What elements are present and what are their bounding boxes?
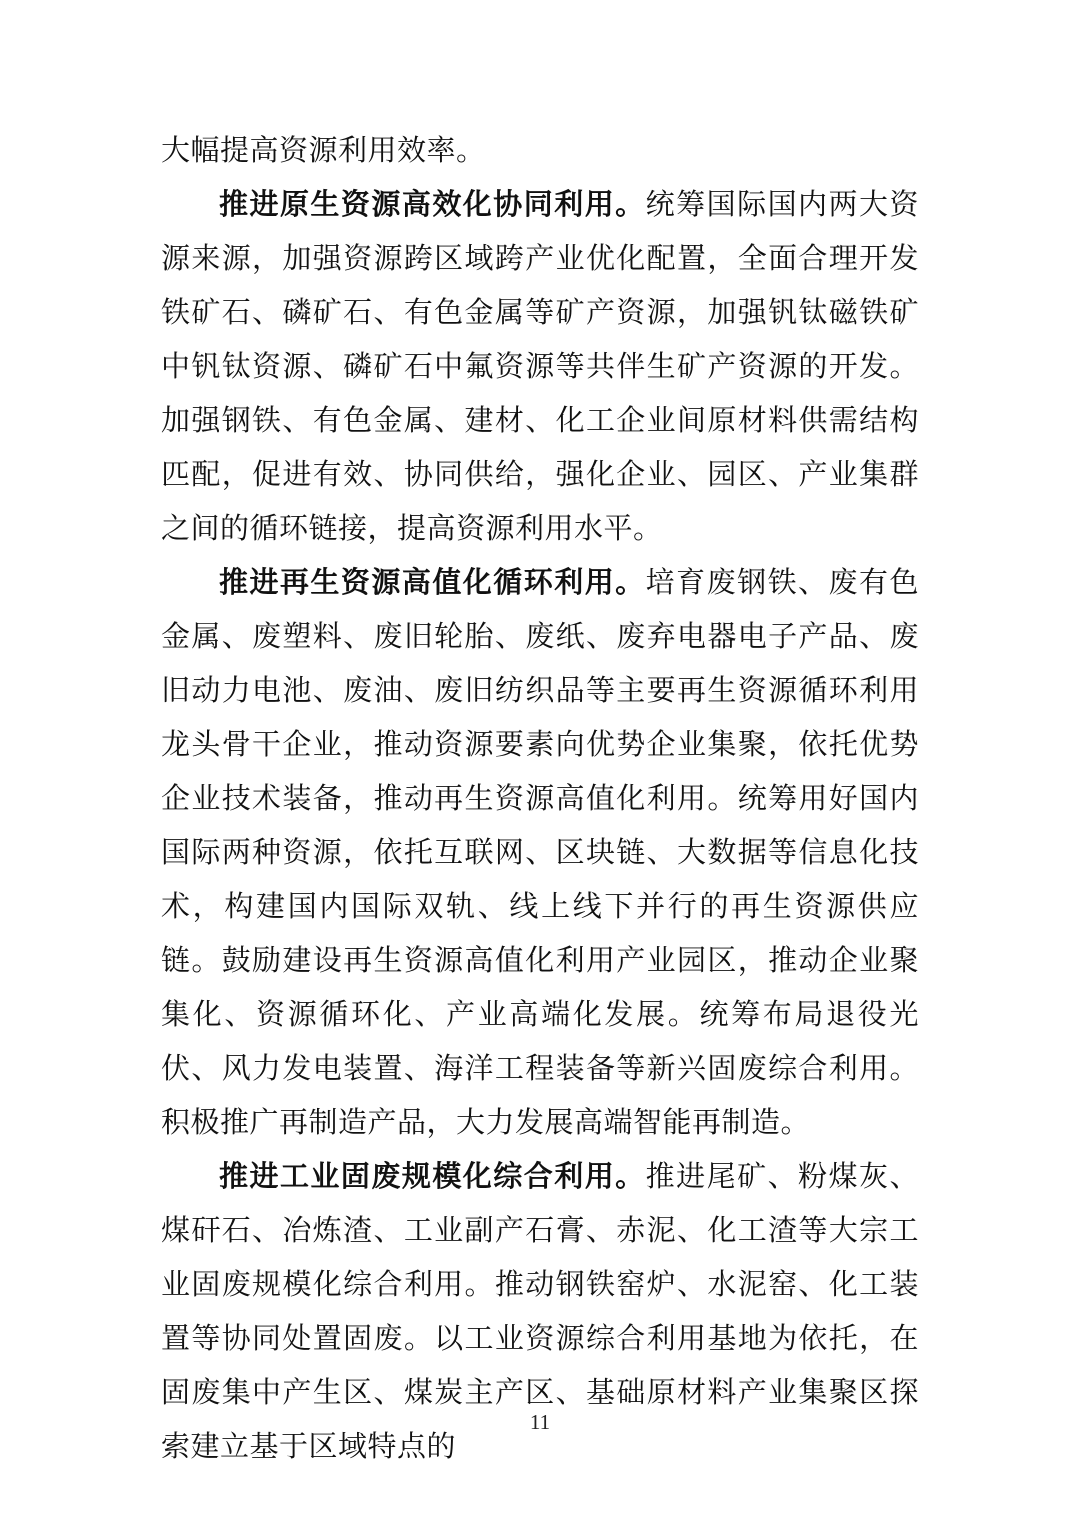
paragraph-lead-bold: 推进工业固废规模化综合利用。 xyxy=(219,1161,646,1193)
paragraph-lead-bold: 推进原生资源高效化协同利用。 xyxy=(219,189,646,221)
paragraph-text: 大幅提高资源利用效率。 xyxy=(161,135,486,167)
page-number: 11 xyxy=(529,1410,551,1434)
paragraph-text: 推进尾矿、粉煤灰、煤矸石、冶炼渣、工业副产石膏、赤泥、化工渣等大宗工业固废规模化综合利用。推动钢铁窑炉、水泥窑、化工装置等协同处置固废。以工业资源综合利用基地为依托，在固废集中产生区、煤炭主产区、基础原材料产业集聚区探索建立基于区域特点的 xyxy=(161,1161,919,1463)
paragraph-continuation xyxy=(161,124,919,178)
paragraph-lead-bold: 推进再生资源高值化循环利用。 xyxy=(219,567,646,599)
paragraph-text: 统筹国际国内两大资源来源，加强资源跨区域跨产业优化配置，全面合理开发铁矿石、磷矿石、有色金属等矿产资源，加强钒钛磁铁矿中钒钛资源、磷矿石中氟资源等共伴生矿产资源的开发。加强钢铁、有色金属、建材、化工企业间原材料供需结构匹配，促进有效、协同供给，强化企业、园区、产业集群之间的循环链接，提高资源利用水平。 xyxy=(161,189,919,545)
paragraph-primary-resources xyxy=(161,178,919,556)
document-body xyxy=(161,124,919,1474)
paragraph-recycled-resources xyxy=(161,556,919,1150)
paragraph-text: 培育废钢铁、废有色金属、废塑料、废旧轮胎、废纸、废弃电器电子产品、废旧动力电池、废油、废旧纺织品等主要再生资源循环利用龙头骨干企业，推动资源要素向优势企业集聚，依托优势企业技术装备，推动再生资源高值化利用。统筹用好国内国际两种资源，依托互联网、区块链、大数据等信息化技术，构建国内国际双轨、线上线下并行的再生资源供应链。鼓励建设再生资源高值化利用产业园区，推动企业聚集化、资源循环化、产业高端化发展。统筹布局退役光伏、风力发电装置、海洋工程装备等新兴固废综合利用。积极推广再制造产品，大力发展高端智能再制造。 xyxy=(161,567,919,1139)
